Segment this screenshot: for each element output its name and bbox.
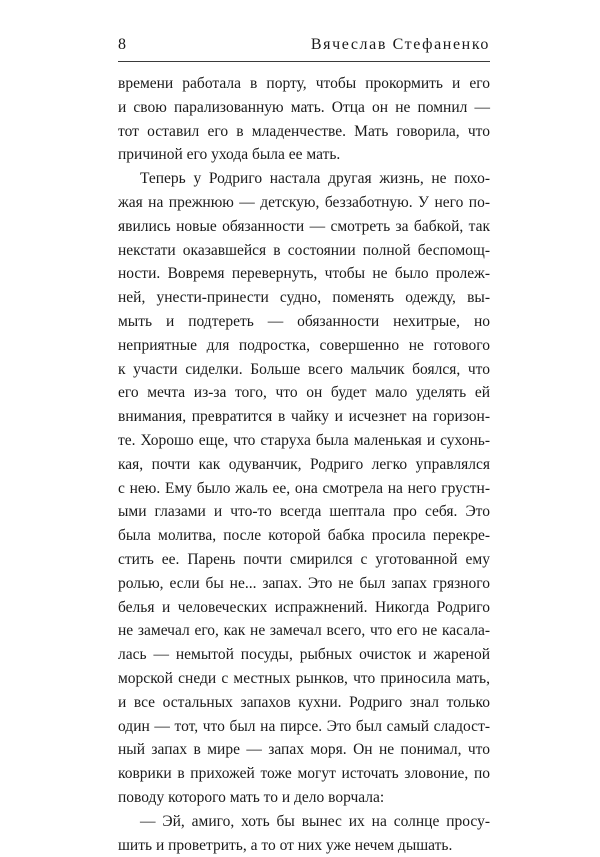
text-line: морской снеди с местных рынков, что приносила мать, — [118, 667, 490, 691]
text-line: Теперь у Родриго настала другая жизнь, не похо- — [118, 167, 490, 191]
text-line: ыми глазами и что-то всегда шептала про себя. Это — [118, 500, 490, 524]
text-line: с нею. Ему было жаль ее, она смотрела на него грустн- — [118, 477, 490, 501]
text-line: ный запах в мире — запах моря. Он не понимал, что — [118, 738, 490, 762]
text-line: не замечал его, как не замечал всего, что его не касала- — [118, 619, 490, 643]
text-line: те. Хорошо еще, что старуха была маленькая и сухонь- — [118, 429, 490, 453]
text-line: внимания, превратится в чайку и исчезнет на горизон- — [118, 405, 490, 429]
text-line: лась — немытой посуды, рыбных очисток и жареной — [118, 643, 490, 667]
text-line: и все остальных запахов кухни. Родриго знал только — [118, 691, 490, 715]
text-line: и свою парализованную мать. Отца он не помнил — — [118, 96, 490, 120]
text-line: тот оставил его в младенчестве. Мать говорила, что — [118, 120, 490, 144]
text-line: некстати оказавшейся в состоянии полной беспомощ- — [118, 239, 490, 263]
text-line: кая, почти как одуванчик, Родриго легко управлялся — [118, 453, 490, 477]
text-line: его мечта из-за того, что он будет мало уделять ей — [118, 381, 490, 405]
text-line: — Эй, амиго, хоть бы вынес их на солнце просу- — [118, 810, 490, 834]
text-line: коврики в прихожей тоже могут источать зловоние, по — [118, 762, 490, 786]
text-line: ней, унести-принести судно, поменять одежду, вы- — [118, 286, 490, 310]
text-line: к участи сиделки. Больше всего мальчик боялся, что — [118, 358, 490, 382]
text-line: один — тот, что был на пирсе. Это был самый сладост- — [118, 715, 490, 739]
text-line: явились новые обязанности — смотреть за бабкой, так — [118, 215, 490, 239]
text-line: жая на прежнюю — детскую, беззаботную. У него по- — [118, 191, 490, 215]
text-line: ролью, если бы не... запах. Это не был запах грязного — [118, 572, 490, 596]
text-line: ности. Вовремя перевернуть, чтобы не было пролеж- — [118, 262, 490, 286]
text-line: причиной его ухода была ее мать. — [118, 143, 490, 167]
text-line: шить и проветрить, а то от них уже нечем дышать. — [118, 834, 490, 857]
text-line: времени работала в порту, чтобы прокормить и его — [118, 72, 490, 96]
text-line: мыть и подтереть — обязанности нехитрые, но — [118, 310, 490, 334]
header-rule — [118, 61, 490, 62]
text-line: стить ее. Парень почти смирился с уготованной ему — [118, 548, 490, 572]
running-header — [118, 36, 490, 58]
text-line: была молитва, после которой бабка просила перекре- — [118, 524, 490, 548]
text-line: белья и человеческих испражнений. Никогда Родриго — [118, 596, 490, 620]
body-text — [118, 72, 490, 857]
text-line: неприятные для подростка, совершенно не готового — [118, 334, 490, 358]
page-number: 8 — [118, 36, 127, 54]
text-line: поводу которого мать то и дело ворчала: — [118, 786, 490, 810]
running-author-name: Вячеслав Стефаненко — [311, 36, 490, 54]
